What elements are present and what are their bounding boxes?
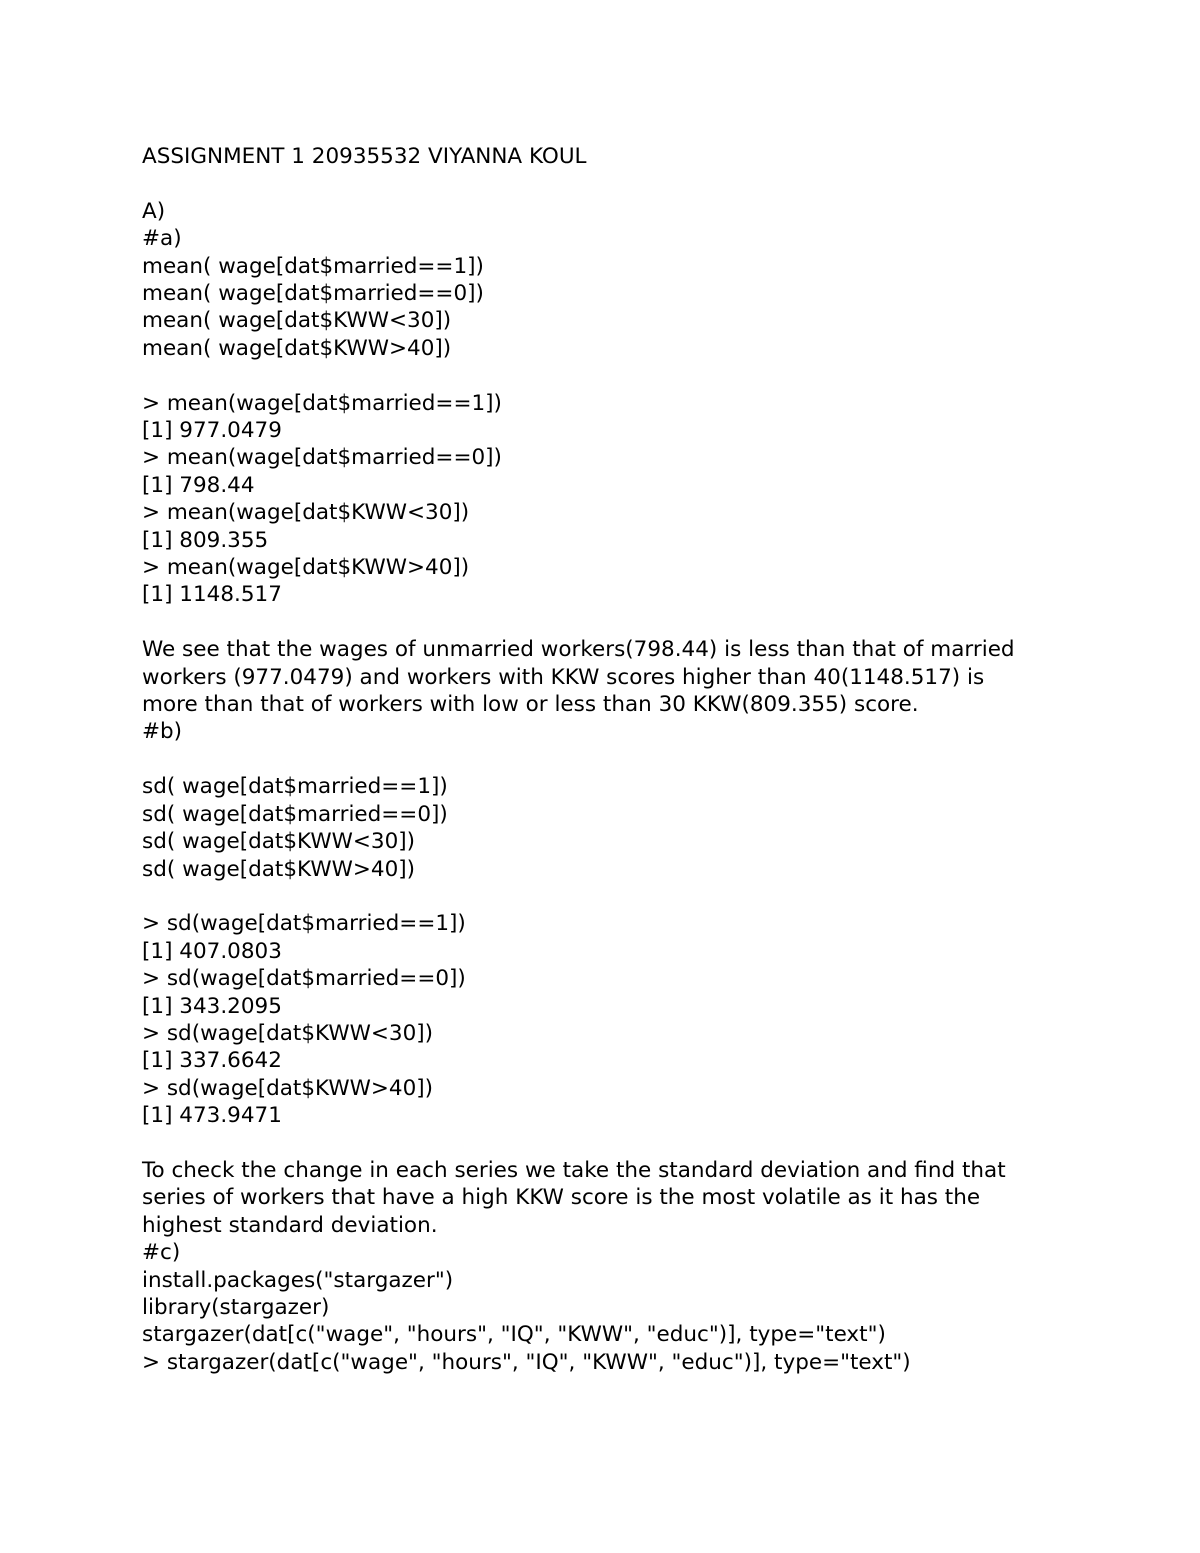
console-line: > stargazer(dat[c("wage", "hours", "IQ", "KWW", "educ")], type="text") [142, 1349, 911, 1375]
code-line: sd( wage[dat$married==1]) [142, 774, 448, 800]
console-line: > mean(wage[dat$married==1]) [142, 390, 502, 416]
code-line: sd( wage[dat$KWW>40]) [142, 856, 416, 882]
console-line: [1] 337.6642 [142, 1048, 282, 1074]
console-line: [1] 1148.517 [142, 582, 282, 608]
spacer [142, 883, 1042, 910]
code-line: stargazer(dat[c("wage", "hours", "IQ", "KWW", "educ")], type="text") [142, 1322, 886, 1348]
spacer [142, 1130, 1042, 1157]
spacer [142, 746, 1042, 773]
document-title: ASSIGNMENT 1 20935532 VIYANNA KOUL [142, 144, 587, 169]
console-line: > mean(wage[dat$KWW<30]) [142, 500, 470, 526]
code-line: sd( wage[dat$married==0]) [142, 801, 448, 827]
console-line: [1] 473.9471 [142, 1103, 282, 1129]
part-b-interpretation: To check the change in each series we take the standard deviation and find that series of workers that have a high KKW score is the most volatile as it has the highest standard deviation. [142, 1157, 1006, 1238]
console-line: > sd(wage[dat$married==1]) [142, 911, 466, 937]
part-a-interpretation: We see that the wages of unmarried workers(798.44) is less than that of married workers (977.0479) and workers with KKW scores higher than 40(1148.517) is more than that of workers with low or less than 30 KKW(809.355) score. [142, 637, 1015, 718]
code-line: mean( wage[dat$married==0]) [142, 281, 484, 307]
spacer [142, 362, 1042, 389]
console-line: > sd(wage[dat$KWW<30]) [142, 1020, 434, 1046]
code-line: mean( wage[dat$KWW>40]) [142, 335, 452, 361]
code-line: install.packages("stargazer") [142, 1267, 454, 1293]
part-b-label: #b) [142, 719, 183, 745]
code-line: mean( wage[dat$KWW<30]) [142, 308, 452, 334]
code-line: sd( wage[dat$KWW<30]) [142, 829, 416, 855]
console-line: [1] 798.44 [142, 472, 255, 498]
part-a-label: #a) [142, 226, 182, 252]
code-line: mean( wage[dat$married==1]) [142, 253, 484, 279]
code-line: library(stargazer) [142, 1294, 330, 1320]
console-line: > sd(wage[dat$KWW>40]) [142, 1075, 434, 1101]
section-a-heading: A) [142, 198, 166, 224]
console-line: [1] 809.355 [142, 527, 269, 553]
spacer [142, 170, 1042, 197]
console-line: [1] 977.0479 [142, 418, 282, 444]
console-line: > sd(wage[dat$married==0]) [142, 966, 466, 992]
console-line: > mean(wage[dat$KWW>40]) [142, 555, 470, 581]
part-c-label: #c) [142, 1240, 181, 1266]
console-line: [1] 407.0803 [142, 938, 282, 964]
spacer [142, 609, 1042, 636]
console-line: [1] 343.2095 [142, 993, 282, 1019]
document-page [142, 143, 1042, 1376]
console-line: > mean(wage[dat$married==0]) [142, 445, 502, 471]
